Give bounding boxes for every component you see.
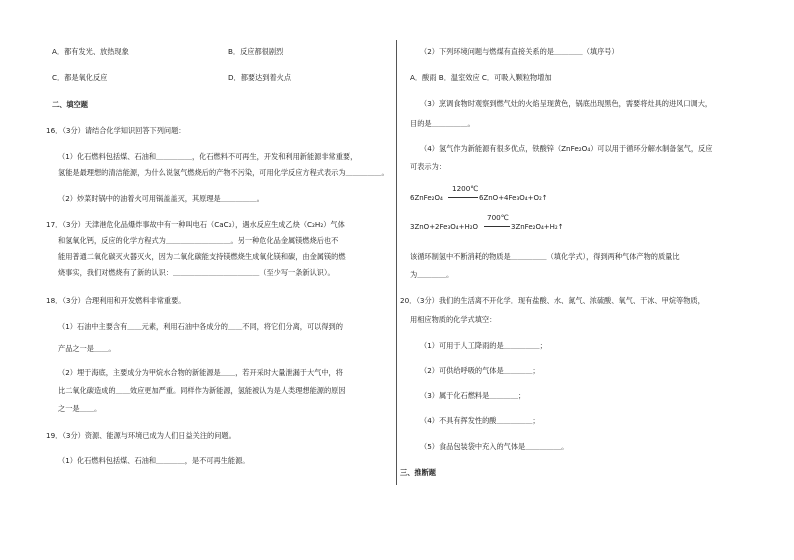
equation1-arrow [448,197,478,198]
question-17-line1: 17．（3分）天津港危化品爆炸事故中有一种叫电石（CaC₂），遇水反应生成乙炔（C₂H₂）气体 [46,220,345,229]
q19-part3-line1: （3）烹调食物时观察到燃气灶的火焰呈现黄色，锅底出现黑色，需要将灶具的进风口调大， [420,99,713,108]
q18-part1-line2: 产品之一是＿＿。 [58,344,116,353]
section-heading-fill-in: 二、填空题 [52,100,88,109]
q19-part4-line4: 为＿＿＿＿。 [410,270,454,279]
equation1-products: 6ZnO+4Fe₃O₄+O₂↑ [479,194,548,202]
q18-part2-line2: 比二氧化碳造成的＿＿效应更加严重。同样作为新能源，氢能被认为是人类理想能源的原因 [58,386,346,395]
q19-part4-line3: 该循环制氢中不断消耗的物质是＿＿＿＿＿（填化学式），得到两种气体产物的质量比 [410,252,680,261]
q18-part2-line1: （2）埋于海底，主要成分为甲烷水合物的新能源是＿＿，若开采时大量泄漏于大气中，将 [58,368,343,377]
q16-part1-line1: （1）化石燃料包括煤、石油和＿＿＿＿＿，化石燃料不可再生，开发和利用新能源非常重要， [58,152,358,161]
column-divider [396,40,397,485]
equation2-products: 3ZnFe₂O₄+H₂↑ [511,223,564,231]
q18-part1-line1: （1）石油中主要含有＿＿元素，利用石油中各成分的＿＿不同，将它们分离，可以得到的 [58,322,343,331]
option-d: D．都要达到着火点 [228,73,292,82]
q16-part2: （2）炒菜时锅中的油着火可用锅盖盖灭，其原理是＿＿＿＿＿。 [58,194,264,203]
question-17-line4: 烧事实，我们对燃烧有了新的认识：＿＿＿＿＿＿＿＿＿＿＿＿（至少写一条新认识）。 [58,268,335,277]
equation2-arrow [484,226,510,227]
equation1-condition: 1200℃ [452,184,479,193]
q20-part3: （3）属于化石燃料是＿＿＿＿； [420,391,526,400]
question-16: 16．（3分）请结合化学知识回答下列问题： [46,126,186,135]
q16-part1-line2: 氢能是最理想的清洁能源，为什么说氢气燃烧后的产物不污染，可用化学反应方程式表示为＿＿＿＿＿。 [58,168,389,177]
question-18: 18．（3分）合理利用和开发燃料非常重要。 [46,296,186,305]
q19-part4-line2: 可表示为： [410,162,446,171]
question-17-line2: 和氢氧化钙，反应的化学方程式为＿＿＿＿＿＿＿＿＿。另一种危化品金属镁燃烧后也不 [58,236,339,245]
option-b: B．反应都很剧烈 [228,47,284,56]
question-20-line2: 用相应物质的化学式填空： [410,315,497,324]
question-17-line3: 能用普通二氧化碳灭火器灭火，因为二氧化碳能支持镁燃烧生成氧化镁和碳，由金属镁的燃 [58,252,346,261]
q20-part2: （2）可供给呼吸的气体是＿＿＿＿； [420,366,540,375]
q20-part5: （5）食品包装袋中充入的气体是＿＿＿＿＿。 [420,442,569,451]
equation2-condition: 700℃ [487,213,509,222]
equation2-reactants: 3ZnO+2Fe₃O₄+H₂O [410,223,479,231]
q19-part2: （2）下列环境问题与燃煤有直接关系的是＿＿＿＿（填序号） [420,47,619,56]
option-a: A．都有发光、放热现象 [52,47,129,56]
q20-part1: （1）可用于人工降雨的是＿＿＿＿＿； [420,341,547,350]
question-19: 19．（3分）资源、能源与环境已成为人们日益关注的问题。 [46,431,236,440]
q20-part4: （4）不具有挥发性的酸＿＿＿＿＿； [420,416,540,425]
option-c: C．都是氧化反应 [52,73,108,82]
q19-part3-line2: 目的是＿＿＿＿＿。 [410,119,475,128]
q19-part1: （1）化石燃料包括煤、石油和＿＿＿＿，是不可再生能源。 [58,456,250,465]
q19-part2-options: A．酸雨 B．温室效应 C．可吸入颗粒物增加 [410,73,552,82]
question-20-line1: 20．（3分）我们的生活离不开化学．现有盐酸、水、氮气、浓硫酸、氧气、干冰、甲烷等物质， [400,296,705,305]
section-heading-inference: 三、推断题 [400,468,436,477]
q19-part4-line1: （4）氢气作为新能源有很多优点，铁酸锌（ZnFe₂O₄）可以用于循环分解水制备氢气，反应 [420,144,713,153]
q18-part2-line3: 之一是＿＿。 [58,404,102,413]
equation1-reactant: 6ZnFe₂O₄ [410,194,443,202]
